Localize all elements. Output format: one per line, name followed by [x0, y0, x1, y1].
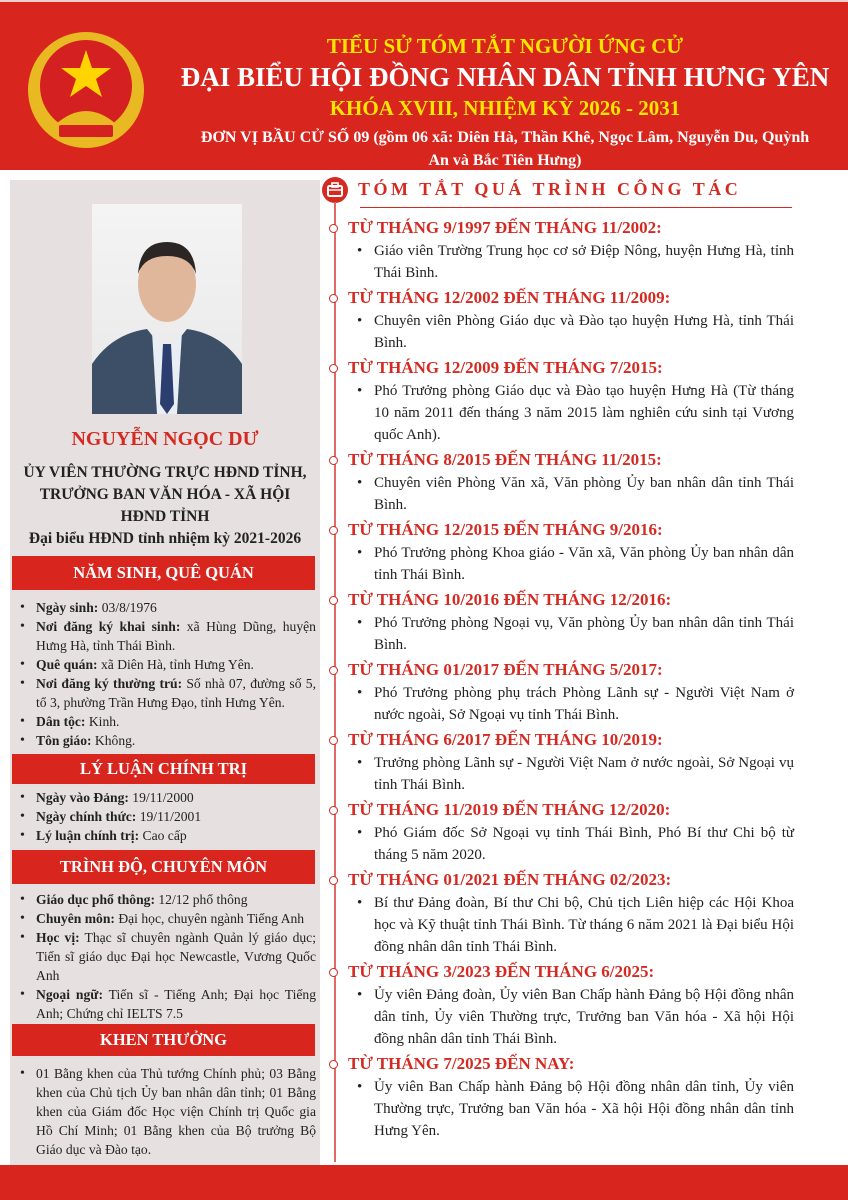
period-heading: TỪ THÁNG 11/2019 ĐẾN THÁNG 12/2020: [348, 800, 671, 819]
list-item: • Chuyên môn: Đại học, chuyên ngành Tiếng Anh [18, 909, 316, 928]
timeline-item [322, 448, 794, 516]
timeline-item [322, 588, 794, 656]
timeline-dot-icon [329, 968, 338, 977]
national-emblem-icon [22, 28, 150, 154]
timeline-dot-icon [329, 876, 338, 885]
briefcase-icon [322, 177, 348, 203]
list-item: • Dân tộc: Kinh. [18, 712, 316, 731]
title-line-1: TIỂU SỬ TÓM TẮT NGƯỜI ỨNG CỬ [326, 34, 684, 58]
candidate-photo [92, 204, 242, 414]
career-title: TÓM TẮT QUÁ TRÌNH CÔNG TÁC [358, 179, 742, 199]
timeline-item [322, 868, 794, 958]
timeline-dot-icon [329, 666, 338, 675]
section-birth-title: NĂM SINH, QUÊ QUÁN [12, 556, 315, 590]
timeline-dot-icon [329, 596, 338, 605]
timeline-dot-icon [329, 736, 338, 745]
period-heading: TỪ THÁNG 12/2015 ĐẾN THÁNG 9/2016: [348, 520, 663, 539]
list-item: • 01 Bằng khen của Thủ tướng Chính phủ; 03 Bằng khen của Chủ tịch Ủy ban nhân dân tỉnh; 01 Bằng khen của Giám đốc Học viện Chính trị Quốc gia Hồ Chí Minh; 01 Bằng khen của Bộ trưởng Bộ Giáo dục và Đào tạo. [18, 1064, 316, 1159]
period-heading: TỪ THÁNG 9/1997 ĐẾN THÁNG 11/2002: [348, 218, 662, 237]
timeline-item [322, 728, 794, 796]
awards-list [18, 1064, 316, 1159]
electoral-unit: ĐƠN VỊ BẦU CỬ SỐ 09 (gồm 06 xã: Diên Hà, Thần Khê, Ngọc Lâm, Nguyễn Du, Quỳnh An và Bắc Tiên Hưng) [200, 129, 810, 169]
list-item: • Tôn giáo: Không. [18, 731, 316, 750]
timeline-dot-icon [329, 806, 338, 815]
list-item: • Học vị: Thạc sĩ chuyên ngành Quản lý giáo dục; Tiến sĩ giáo dục Đại học Newcastle, Vương Quốc Anh [18, 928, 316, 985]
header-banner [0, 0, 848, 170]
period-description: • Phó Trưởng phòng phụ trách Phòng Lãnh sự - Người Việt Nam ở nước ngoài, Sở Ngoại vụ tỉnh Thái Bình. [348, 682, 794, 726]
period-description: • Trưởng phòng Lãnh sự - Người Việt Nam ở nước ngoài, Sở Ngoại vụ tỉnh Thái Bình. [348, 752, 794, 796]
profile-panel [10, 180, 320, 1165]
career-timeline [322, 216, 794, 1144]
birth-list [18, 598, 316, 750]
list-item: • Ngày vào Đảng: 19/11/2000 [18, 788, 316, 807]
period-heading: TỪ THÁNG 7/2025 ĐẾN NAY: [348, 1054, 575, 1073]
period-description: • Chuyên viên Phòng Văn xã, Văn phòng Ủy ban nhân dân tỉnh Thái Bình. [348, 472, 794, 516]
period-heading: TỪ THÁNG 01/2017 ĐẾN THÁNG 5/2017: [348, 660, 663, 679]
list-item: • Ngoại ngữ: Tiến sĩ - Tiếng Anh; Đại học Tiếng Anh; Chứng chỉ IELTS 7.5 [18, 985, 316, 1023]
period-heading: TỪ THÁNG 10/2016 ĐẾN THÁNG 12/2016: [348, 590, 672, 609]
role-line: ỦY VIÊN THƯỜNG TRỰC HĐND TỈNH, [23, 464, 307, 481]
timeline-item [322, 356, 794, 446]
timeline-dot-icon [329, 224, 338, 233]
period-description: • Bí thư Đảng đoàn, Bí thư Chi bộ, Chủ tịch Liên hiệp các Hội Khoa học và Kỹ thuật tỉnh Thái Bình. Từ tháng 6 năm 2021 là Đại biểu Hội đồng nhân dân tỉnh Thái Bình. [348, 892, 794, 958]
role-line: HĐND TỈNH [120, 508, 210, 525]
period-description: • Phó Giám đốc Sở Ngoại vụ tỉnh Thái Bình, Phó Bí thư Chi bộ từ tháng 5 năm 2020. [348, 822, 794, 866]
timeline-dot-icon [329, 1060, 338, 1069]
period-description: • Giáo viên Trường Trung học cơ sở Điệp Nông, huyện Hưng Hà, tỉnh Thái Bình. [348, 240, 794, 284]
list-item: • Nơi đăng ký thường trú: Số nhà 07, đường số 5, tổ 3, phường Trần Hưng Đạo, tỉnh Hưng Yên. [18, 674, 316, 712]
title-divider [360, 207, 792, 208]
period-description: • Phó Trưởng phòng Ngoại vụ, Văn phòng Ủy ban nhân dân tỉnh Thái Bình. [348, 612, 794, 656]
section-education-title: TRÌNH ĐỘ, CHUYÊN MÔN [12, 850, 315, 884]
title-term: KHÓA XVIII, NHIỆM KỲ 2026 - 2031 [329, 96, 681, 120]
list-item: • Giáo dục phổ thông: 12/12 phổ thông [18, 890, 316, 909]
timeline-dot-icon [329, 294, 338, 303]
period-description: • Chuyên viên Phòng Giáo dục và Đào tạo huyện Hưng Hà, tỉnh Thái Bình. [348, 310, 794, 354]
period-description: • Ủy viên Ban Chấp hành Đảng bộ Hội đồng nhân dân tỉnh, Ủy viên Thường trực, Trưởng ban Văn hóa - Xã hội Hội đồng nhân dân tỉnh Hưng Yên. [348, 1076, 794, 1142]
timeline-dot-icon [329, 456, 338, 465]
list-item: • Nơi đăng ký khai sinh: xã Hùng Dũng, huyện Hưng Hà, tỉnh Thái Bình. [18, 617, 316, 655]
period-heading: TỪ THÁNG 12/2009 ĐẾN THÁNG 7/2015: [348, 358, 663, 377]
period-description: • Ủy viên Đảng đoàn, Ủy viên Ban Chấp hành Đảng bộ Hội đồng nhân dân tỉnh, Ủy viên Thường trực, Trưởng ban Văn hóa - Xã hội Hội đồng nhân dân tỉnh Thái Bình. [348, 984, 794, 1050]
timeline-item [322, 518, 794, 586]
role-line: Đại biểu HĐND tỉnh nhiệm kỳ 2021-2026 [28, 530, 302, 547]
period-heading: TỪ THÁNG 01/2021 ĐẾN THÁNG 02/2023: [348, 870, 672, 889]
period-heading: TỪ THÁNG 3/2023 ĐẾN THÁNG 6/2025: [348, 962, 655, 981]
period-heading: TỪ THÁNG 8/2015 ĐẾN THÁNG 11/2015: [348, 450, 662, 469]
list-item: • Quê quán: xã Diên Hà, tỉnh Hưng Yên. [18, 655, 316, 674]
timeline-item [322, 216, 794, 284]
list-item: • Ngày chính thức: 19/11/2001 [18, 807, 316, 826]
timeline-dot-icon [329, 526, 338, 535]
timeline-item [322, 960, 794, 1050]
politics-list [18, 788, 316, 845]
role-line: TRƯỞNG BAN VĂN HÓA - XÃ HỘI [39, 486, 291, 503]
period-heading: TỪ THÁNG 6/2017 ĐẾN THÁNG 10/2019: [348, 730, 663, 749]
candidate-name: NGUYỄN NGỌC DƯ [71, 428, 259, 450]
timeline-dot-icon [329, 364, 338, 373]
education-list [18, 890, 316, 1023]
footer-bar [0, 1165, 848, 1200]
section-politics-title: LÝ LUẬN CHÍNH TRỊ [12, 754, 315, 784]
period-description: • Phó Trưởng phòng Khoa giáo - Văn xã, Văn phòng Ủy ban nhân dân tỉnh Thái Bình. [348, 542, 794, 586]
title-line-2: ĐẠI BIỂU HỘI ĐỒNG NHÂN DÂN TỈNH HƯNG YÊN [180, 62, 830, 92]
timeline-item [322, 798, 794, 866]
section-awards-title: KHEN THƯỞNG [12, 1024, 315, 1056]
list-item: • Ngày sinh: 03/8/1976 [18, 598, 316, 617]
list-item: • Lý luận chính trị: Cao cấp [18, 826, 316, 845]
timeline-item [322, 1052, 794, 1142]
timeline-item [322, 286, 794, 354]
period-description: • Phó Trưởng phòng Giáo dục và Đào tạo huyện Hưng Hà (Từ tháng 10 năm 2011 đến tháng 3 năm 2015 làm nghiên cứu sinh tại Vương quốc Anh). [348, 380, 794, 446]
timeline-item [322, 658, 794, 726]
period-heading: TỪ THÁNG 12/2002 ĐẾN THÁNG 11/2009: [348, 288, 671, 307]
candidate-role [10, 462, 320, 550]
